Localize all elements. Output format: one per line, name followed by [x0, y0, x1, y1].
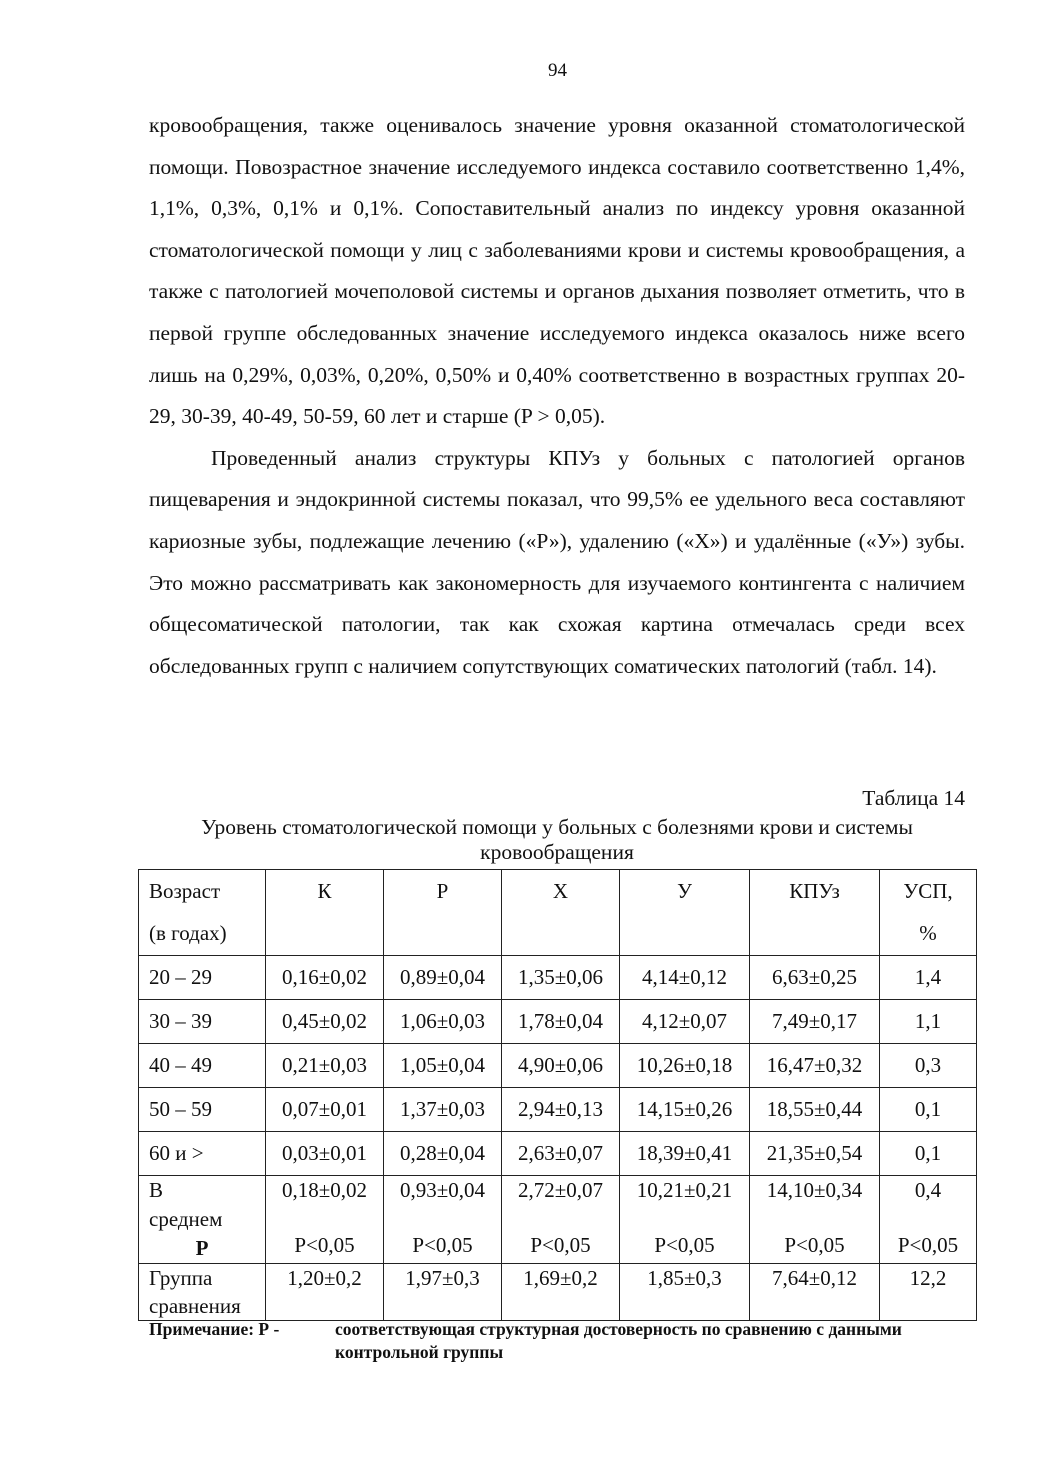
cell-x: 1,78±0,04	[502, 1000, 620, 1044]
cell-k: 0,21±0,03	[266, 1044, 384, 1088]
cell-r: 0,28±0,04	[384, 1132, 502, 1176]
cell-r: 1,06±0,03	[384, 1000, 502, 1044]
cell-k: 0,16±0,02	[266, 956, 384, 1000]
header-k: К	[266, 870, 384, 956]
cell-kpu: 7,64±0,12	[750, 1264, 880, 1321]
cell-r: 1,05±0,04	[384, 1044, 502, 1088]
header-u: У	[620, 870, 750, 956]
cell-age: 60 и >	[139, 1132, 266, 1176]
body-text	[149, 105, 965, 687]
paragraph-2: Проведенный анализ структуры КПУз у больных с патологией органов пищеварения и эндокринной системы показал, что 99,5% ее удельного веса составляют кариозные зубы, подлежащие лечению («Р»), удалению («Х») и удалённые («У») зубы. Это можно рассматривать как закономерность для изучаемого контингента с наличием общесоматической патологии, так как схожая картина отмечалась среди всех обследованных групп с наличием сопутствующих соматических патологий (табл. 14).	[149, 445, 965, 678]
cell-u: 10,21±0,21 P<0,05	[620, 1176, 750, 1264]
cell-age: 50 – 59	[139, 1088, 266, 1132]
cell-k: 0,03±0,01	[266, 1132, 384, 1176]
cell-kpu: 14,10±0,34 P<0,05	[750, 1176, 880, 1264]
table-title: Уровень стоматологической помощи у больных с болезнями крови и системы кровообращения	[201, 815, 913, 864]
note-label: Примечание: Р -	[149, 1319, 280, 1339]
cell-kpu: 6,63±0,25	[750, 956, 880, 1000]
header-kpu: КПУз	[750, 870, 880, 956]
cell-kpu: 21,35±0,54	[750, 1132, 880, 1176]
data-table	[138, 869, 977, 1321]
cell-r: 1,37±0,03	[384, 1088, 502, 1132]
header-r: Р	[384, 870, 502, 956]
cell-x: 1,35±0,06	[502, 956, 620, 1000]
cell-u: 10,26±0,18	[620, 1044, 750, 1088]
cell-x: 1,69±0,2	[502, 1264, 620, 1321]
header-usp: УСП, %	[880, 870, 977, 956]
cell-u: 14,15±0,26	[620, 1088, 750, 1132]
cell-r: 0,93±0,04 P<0,05	[384, 1176, 502, 1264]
cell-usp: 0,1	[880, 1132, 977, 1176]
cell-age: 40 – 49	[139, 1044, 266, 1088]
cell-usp: 12,2	[880, 1264, 977, 1321]
cell-usp: 0,1	[880, 1088, 977, 1132]
cell-k: 0,18±0,02 P<0,05	[266, 1176, 384, 1264]
table-row-average	[139, 1176, 977, 1264]
cell-kpu: 18,55±0,44	[750, 1088, 880, 1132]
cell-x: 2,63±0,07	[502, 1132, 620, 1176]
cell-kpu: 16,47±0,32	[750, 1044, 880, 1088]
cell-kpu: 7,49±0,17	[750, 1000, 880, 1044]
table-row	[139, 956, 977, 1000]
page-number: 94	[548, 60, 567, 81]
table-row	[139, 1000, 977, 1044]
cell-age: 20 – 29	[139, 956, 266, 1000]
cell-age: 30 – 39	[139, 1000, 266, 1044]
cell-comparison-label: Группа сравнения	[139, 1264, 266, 1321]
cell-u: 18,39±0,41	[620, 1132, 750, 1176]
header-x: Х	[502, 870, 620, 956]
table-row	[139, 1088, 977, 1132]
cell-usp: 0,3	[880, 1044, 977, 1088]
cell-u: 1,85±0,3	[620, 1264, 750, 1321]
cell-x: 2,72±0,07 P<0,05	[502, 1176, 620, 1264]
cell-average-label: В среднем Р	[139, 1176, 266, 1264]
cell-usp: 1,4	[880, 956, 977, 1000]
cell-x: 4,90±0,06	[502, 1044, 620, 1088]
table-header-row	[139, 870, 977, 956]
table-row	[139, 1044, 977, 1088]
table-row-comparison	[139, 1264, 977, 1321]
cell-x: 2,94±0,13	[502, 1088, 620, 1132]
cell-k: 1,20±0,2	[266, 1264, 384, 1321]
table-label: Таблица 14	[862, 786, 965, 810]
header-age: Возраст (в годах)	[139, 870, 266, 956]
table-row	[139, 1132, 977, 1176]
cell-usp: 1,1	[880, 1000, 977, 1044]
cell-k: 0,07±0,01	[266, 1088, 384, 1132]
cell-r: 0,89±0,04	[384, 956, 502, 1000]
cell-u: 4,14±0,12	[620, 956, 750, 1000]
paragraph-1: кровообращения, также оценивалось значение уровня оказанной стоматологической помощи. Повозрастное значение исследуемого индекса составило соответственно 1,4%, 1,1%, 0,3%, 0,1% и 0,1%. Сопоставительный анализ по индексу уровня оказанной стоматологической помощи у лиц с заболеваниями крови и системы кровообращения, а также с патологией мочеполовой системы и органов дыхания позволяет отметить, что в первой группе обследованных значение исследуемого индекса оказалось ниже всего лишь на 0,29%, 0,03%, 0,20%, 0,50% и 0,40% соответственно в возрастных группах 20-29, 30-39, 40-49, 50-59, 60 лет и старше (P > 0,05).	[149, 113, 965, 429]
cell-u: 4,12±0,07	[620, 1000, 750, 1044]
cell-usp: 0,4 P<0,05	[880, 1176, 977, 1264]
note-text: соответствующая структурная достоверность по сравнению с данными контрольной группы	[335, 1319, 902, 1362]
cell-r: 1,97±0,3	[384, 1264, 502, 1321]
cell-k: 0,45±0,02	[266, 1000, 384, 1044]
